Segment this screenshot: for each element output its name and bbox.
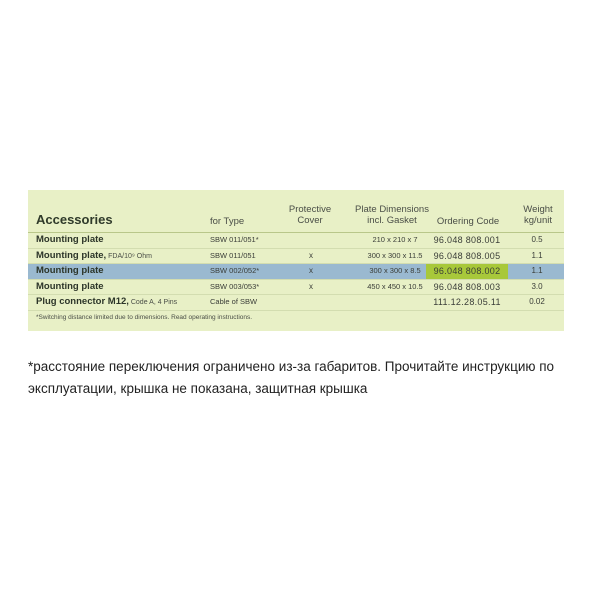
row-name: Mounting plate bbox=[36, 265, 104, 276]
row-ordering-code: 111.12.28.05.11 bbox=[433, 297, 501, 307]
table-row bbox=[28, 249, 564, 265]
row-name: Plug connector M12, Code A, 4 Pins bbox=[36, 296, 178, 307]
row-dimensions: 300 x 300 x 11.5 bbox=[367, 250, 423, 260]
header-ordering-code: Ordering Code bbox=[436, 216, 500, 227]
row-ordering-code: 96.048 808.001 bbox=[433, 235, 501, 245]
row-cover: x bbox=[309, 250, 313, 260]
row-weight: 1.1 bbox=[531, 250, 543, 260]
table-title: Accessories bbox=[36, 212, 113, 227]
caption-text: *расстояние переключения ограничено из-за габаритов. Прочитайте инструкцию по эксплуатации, крышка не показана, защитная крышка bbox=[28, 359, 555, 396]
row-cover: x bbox=[309, 281, 313, 291]
table-footnote: *Switching distance limited due to dimensions. Read operating instructions. bbox=[36, 314, 253, 321]
row-name: Mounting plate, FDA/10⁹ Ohm bbox=[36, 249, 152, 261]
row-type: SBW 002/052* bbox=[210, 266, 260, 275]
row-type: SBW 011/051* bbox=[210, 235, 259, 244]
header-weight: Weight kg/unit bbox=[523, 204, 553, 226]
table-row bbox=[28, 233, 564, 249]
table-body bbox=[28, 233, 564, 311]
table-row bbox=[28, 280, 564, 296]
row-dimensions: 450 x 450 x 10.5 bbox=[367, 281, 423, 291]
accessories-table bbox=[28, 190, 564, 331]
row-type: SBW 003/053* bbox=[210, 281, 260, 291]
row-name: Mounting plate bbox=[36, 280, 104, 292]
row-dimensions: 210 x 210 x 7 bbox=[372, 235, 418, 244]
row-ordering-code-highlighted: 96.048 808.002 bbox=[426, 264, 508, 279]
header-for-type: for Type bbox=[210, 216, 245, 227]
table-header bbox=[28, 190, 564, 233]
header-plate-dimensions: Plate Dimensions incl. Gasket bbox=[355, 204, 429, 226]
table-row-highlighted bbox=[28, 264, 564, 280]
table-row bbox=[28, 295, 564, 311]
row-weight: 1.1 bbox=[531, 266, 543, 275]
row-type: Cable of SBW bbox=[210, 297, 258, 306]
row-weight: 3.0 bbox=[531, 281, 543, 291]
row-weight: 0.02 bbox=[529, 297, 545, 306]
row-ordering-code: 96.048 808.005 bbox=[433, 250, 501, 261]
row-name: Mounting plate bbox=[36, 234, 104, 245]
row-weight: 0.5 bbox=[531, 235, 543, 244]
row-ordering-code: 96.048 808.003 bbox=[433, 281, 501, 292]
row-type: SBW 011/051 bbox=[210, 250, 256, 260]
row-dimensions: 300 x 300 x 8.5 bbox=[369, 266, 421, 275]
header-protective-cover: Protective Cover bbox=[288, 204, 332, 226]
row-cover: x bbox=[309, 266, 313, 275]
